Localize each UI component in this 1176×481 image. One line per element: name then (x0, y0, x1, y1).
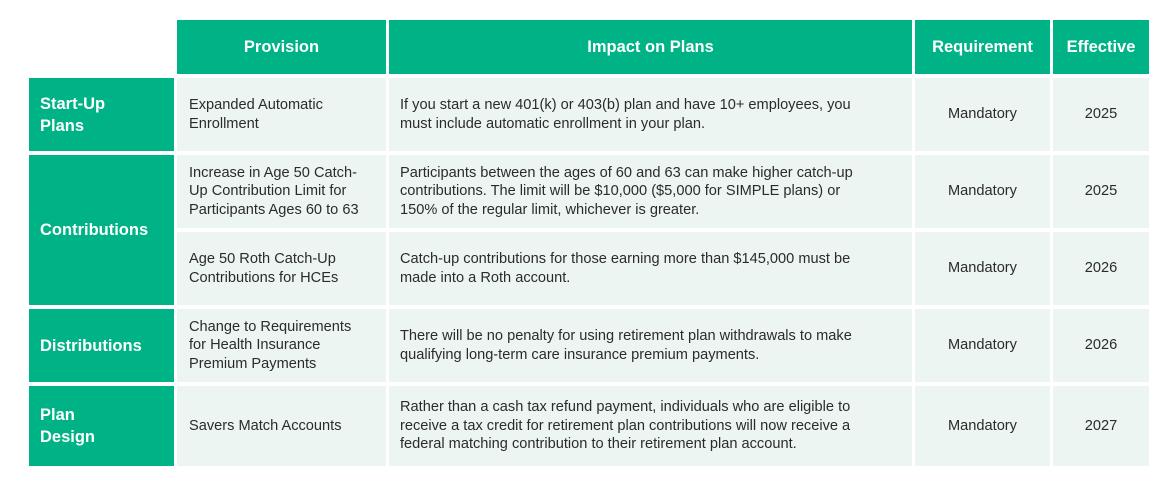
provision-text: Expanded Automatic Enrollment (189, 97, 323, 132)
effective-cell: 2025 (1053, 78, 1149, 151)
provision-cell (177, 78, 386, 151)
category-distributions (29, 309, 174, 382)
impact-text: Catch-up contributions for those earning more than $145,000 must be made into a Roth account. (400, 251, 851, 286)
requirement-cell: Mandatory (915, 386, 1050, 466)
category-label: Distributions (40, 336, 142, 355)
provision-text: Age 50 Roth Catch-Up Contributions for HCEs (189, 251, 339, 286)
header-provision: Provision (177, 20, 386, 74)
category-plan-design (29, 386, 174, 466)
impact-cell (389, 232, 912, 305)
header-effective: Effective (1053, 20, 1149, 74)
provision-text: Savers Match Accounts (189, 417, 342, 434)
impact-cell (389, 309, 912, 382)
provision-cell (177, 386, 386, 466)
category-label: Plan Design (40, 406, 96, 446)
impact-text: Participants between the ages of 60 and 63 can make higher catch-up contributions. The limit will be $10,000 ($5,000 for SIMPLE plans) or 150% of the regular limit, whichever is greater. (400, 164, 853, 218)
requirement-cell: Mandatory (915, 155, 1050, 228)
impact-text: There will be no penalty for using retirement plan withdrawals to make qualifying long-term care insurance premium payments. (400, 328, 852, 363)
category-label: Contributions (40, 221, 149, 239)
category-contributions (29, 155, 174, 305)
header-corner (29, 20, 174, 74)
header-impact: Impact on Plans (389, 20, 912, 74)
provision-cell (177, 232, 386, 305)
effective-cell: 2027 (1053, 386, 1149, 466)
category-label: Start-Up Plans (40, 94, 106, 135)
header-requirement: Requirement (915, 20, 1050, 74)
impact-text: If you start a new 401(k) or 403(b) plan and have 10+ employees, you must include automatic enrollment in your plan. (400, 97, 851, 132)
provision-cell (177, 155, 386, 228)
category-start-up-plans (29, 78, 174, 151)
impact-text: Rather than a cash tax refund payment, individuals who are eligible to receive a tax credit for retirement plan contributions will now receive a federal matching contribution to their retirement plan account. (400, 399, 851, 453)
requirement-cell: Mandatory (915, 78, 1050, 151)
effective-cell: 2026 (1053, 232, 1149, 305)
impact-cell (389, 155, 912, 228)
requirement-cell: Mandatory (915, 232, 1050, 305)
impact-cell (389, 386, 912, 466)
effective-cell: 2025 (1053, 155, 1149, 228)
provisions-table (29, 20, 1149, 466)
impact-cell (389, 78, 912, 151)
provision-cell (177, 309, 386, 382)
provision-text: Change to Requirements for Health Insurance Premium Payments (189, 318, 352, 372)
effective-cell: 2026 (1053, 309, 1149, 382)
requirement-cell: Mandatory (915, 309, 1050, 382)
provision-text: Increase in Age 50 Catch- Up Contribution Limit for Participants Ages 60 to 63 (189, 164, 359, 218)
